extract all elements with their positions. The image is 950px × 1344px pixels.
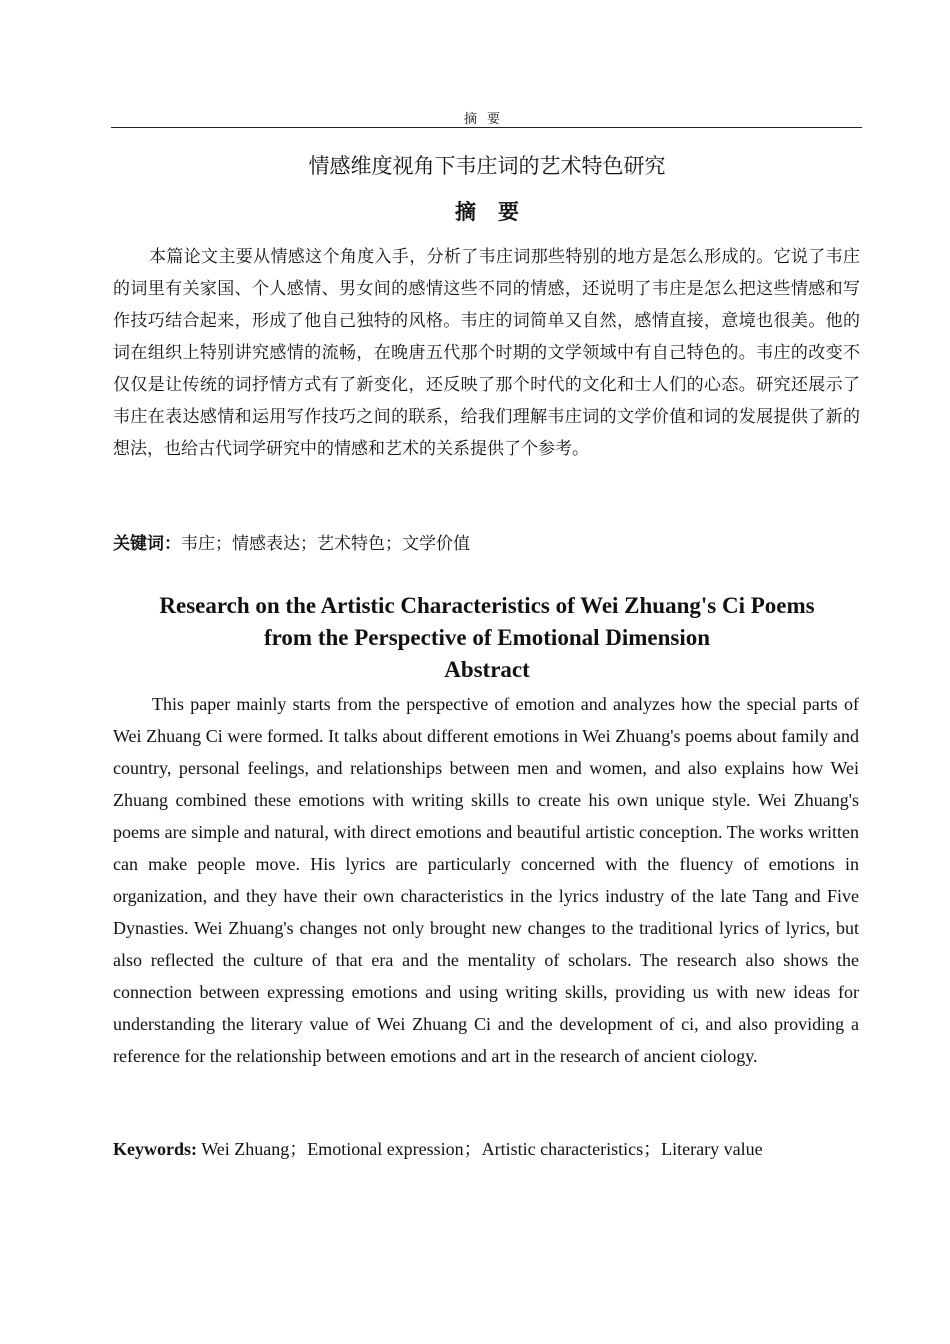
chinese-abstract-body: 本篇论文主要从情感这个角度入手，分析了韦庄词那些特别的地方是怎么形成的。它说了韦庄的词里有关家国、个人感情、男女间的感情这些不同的情感，还说明了韦庄是怎么把这些情感和写作技巧结合起来，形成了他自己独特的风格。韦庄的词简单又自然，感情直接，意境也很美。他的词在组织上特别讲究感情的流畅，在晚唐五代那个时期的文学领域中有自己特色的。韦庄的改变不仅仅是让传统的词抒情方式有了新变化，还反映了那个时代的文化和士人们的心态。研究还展示了韦庄在表达感情和运用写作技巧之间的联系，给我们理解韦庄词的文学价值和词的发展提供了新的想法，也给古代词学研究中的情感和艺术的关系提供了个参考。 [113, 247, 860, 459]
chinese-abstract-heading: 摘要 [455, 200, 541, 224]
english-keywords-text: Wei Zhuang；Emotional expression；Artistic characteristics；Literary value [201, 1139, 763, 1159]
english-keywords [113, 1134, 860, 1164]
english-title-line1: Research on the Artistic Characteristics of Wei Zhuang's Ci Poems [159, 593, 815, 618]
chinese-keywords-text: 韦庄；情感表达；艺术特色；文学价值 [181, 534, 470, 554]
english-title [112, 590, 862, 686]
header-rule [111, 127, 862, 128]
english-title-line2: from the Perspective of Emotional Dimension [263, 625, 711, 650]
running-header: 摘要 [463, 112, 510, 127]
english-keywords-label: Keywords: [113, 1139, 197, 1159]
chinese-title: 情感维度视角下韦庄词的艺术特色研究 [308, 154, 666, 178]
chinese-keywords-label: 关键词： [113, 534, 181, 554]
chinese-keywords [113, 529, 860, 559]
english-abstract-body: This paper mainly starts from the perspective of emotion and analyzes how the special parts of Wei Zhuang Ci were formed. It talks about different emotions in Wei Zhuang's poems about family and country, personal feelings, and relationships between men and women, and also explains how Wei Zhuang combined these emotions with writing skills to create his own unique style. Wei Zhuang's poems are simple and natural, with direct emotions and beautiful artistic conception. The works written can make people move. His lyrics are particularly concerned with the fluency of emotions in organization, and they have their own characteristics in the lyrics industry of the late Tang and Five Dynasties. Wei Zhuang's changes not only brought new changes to the traditional lyrics of lyrics, but also reflected the culture of that era and the mentality of scholars. The research also shows the connection between expressing emotions and using writing skills, providing us with new ideas for understanding the literary value of Wei Zhuang Ci and the development of ci, and also providing a reference for the relationship between emotions and art in the research of ancient ciology. [113, 694, 859, 1066]
english-abstract-heading: Abstract [444, 657, 530, 682]
